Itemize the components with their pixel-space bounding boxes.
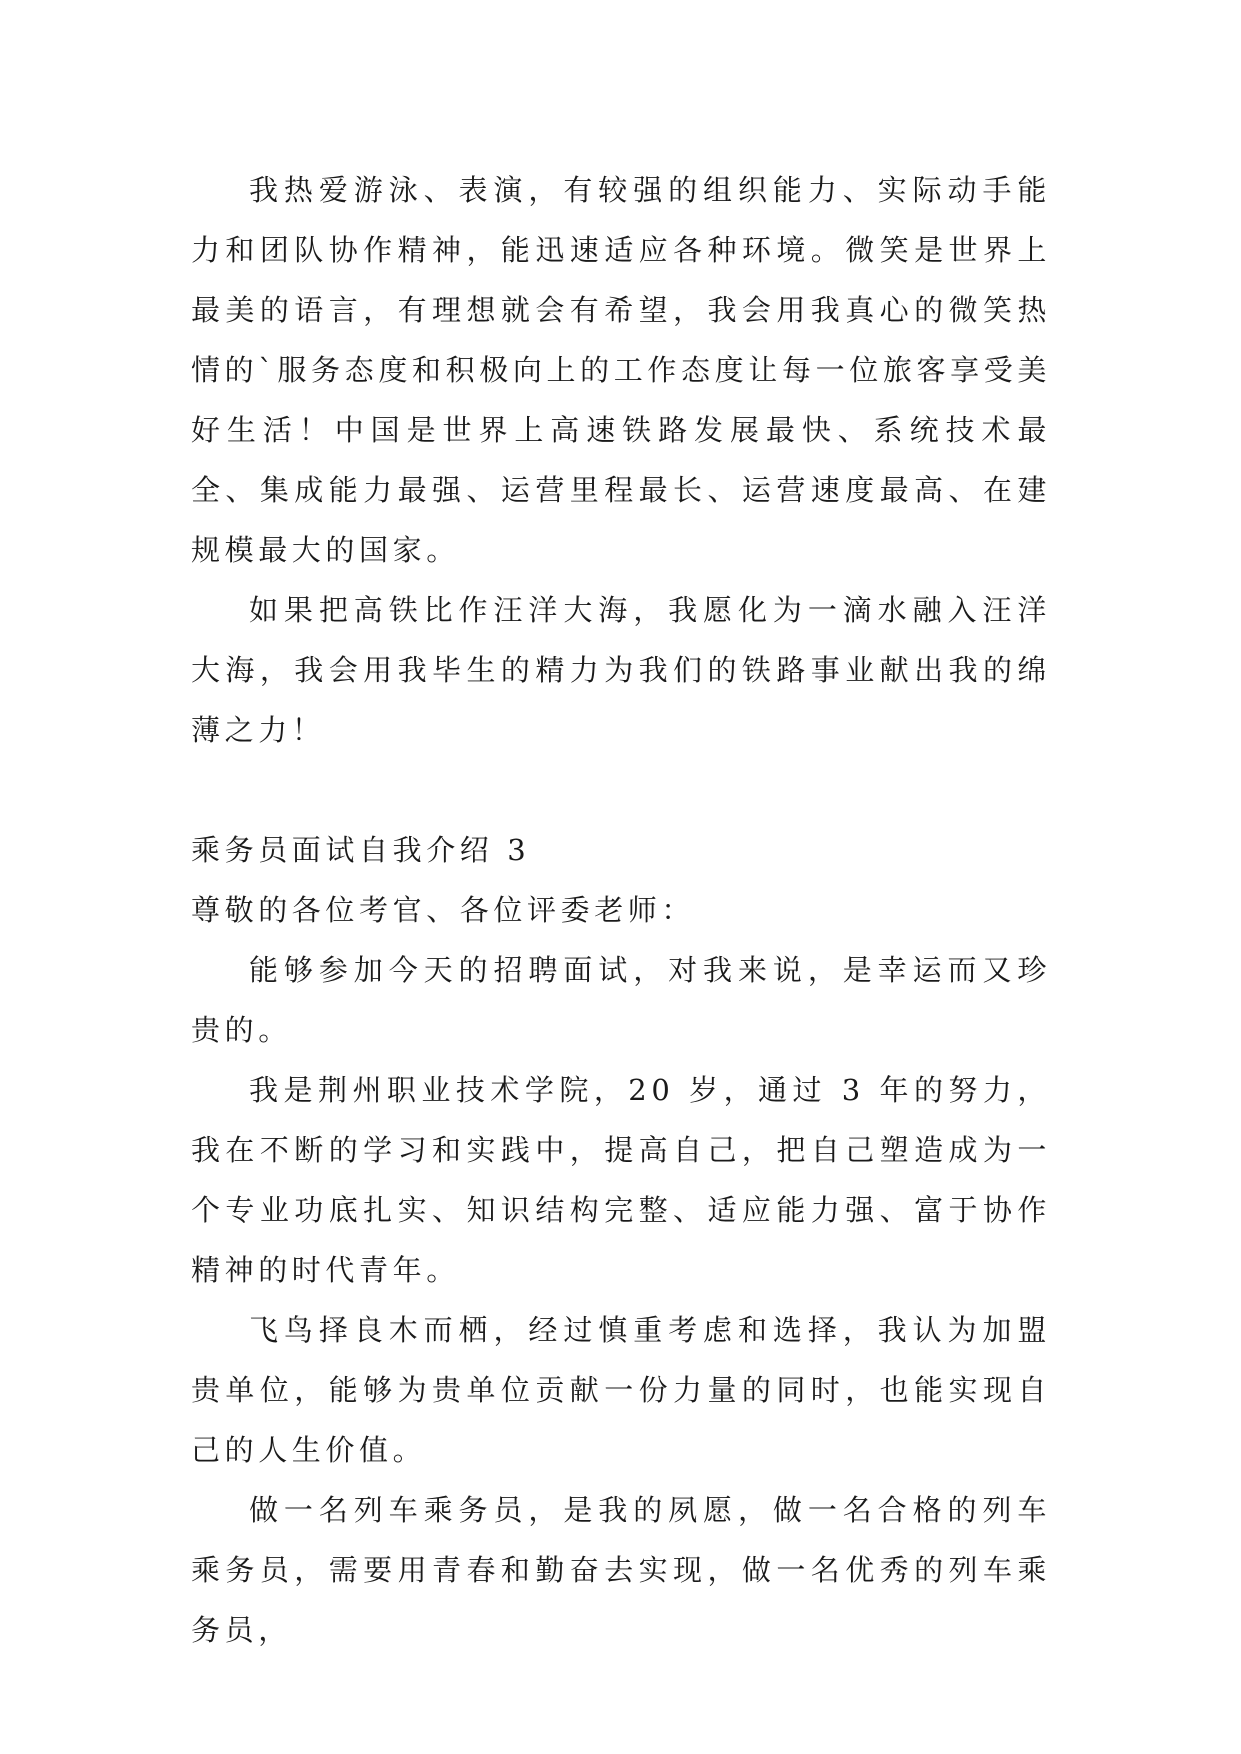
- body-paragraph: 我热爱游泳、表演，有较强的组织能力、实际动手能力和团队协作精神，能迅速适应各种环境。微笑是世界上最美的语言，有理想就会有希望，我会用我真心的微笑热情的`服务态度和积极向上的工作态度让每一位旅客享受美好生活！中国是世界上高速铁路发展最快、系统技术最全、集成能力最强、运营里程最长、运营速度最高、在建规模最大的国家。: [191, 173, 1051, 567]
- body-paragraph: 飞鸟择良木而栖，经过慎重考虑和选择，我认为加盟贵单位，能够为贵单位贡献一份力量的同时，也能实现自己的人生价值。: [191, 1313, 1051, 1467]
- body-paragraph: 如果把高铁比作汪洋大海，我愿化为一滴水融入汪洋大海，我会用我毕生的精力为我们的铁路事业献出我的绵薄之力！: [191, 593, 1051, 747]
- body-paragraph: 我是荆州职业技术学院，20 岁，通过 3 年的努力，我在不断的学习和实践中，提高自己，把自己塑造成为一个专业功底扎实、知识结构完整、适应能力强、富于协作精神的时代青年。: [191, 1073, 1051, 1287]
- body-paragraph: 做一名列车乘务员，是我的夙愿，做一名合格的列车乘务员，需要用青春和勤奋去实现，做一名优秀的列车乘务员，: [191, 1493, 1051, 1647]
- section-spacer: [191, 760, 1051, 820]
- document-body: [191, 160, 1051, 1660]
- section-title: 乘务员面试自我介绍 3: [191, 833, 531, 867]
- body-paragraph: 能够参加今天的招聘面试，对我来说，是幸运而又珍贵的。: [191, 953, 1051, 1047]
- greeting-line: 尊敬的各位考官、各位评委老师：: [191, 893, 696, 927]
